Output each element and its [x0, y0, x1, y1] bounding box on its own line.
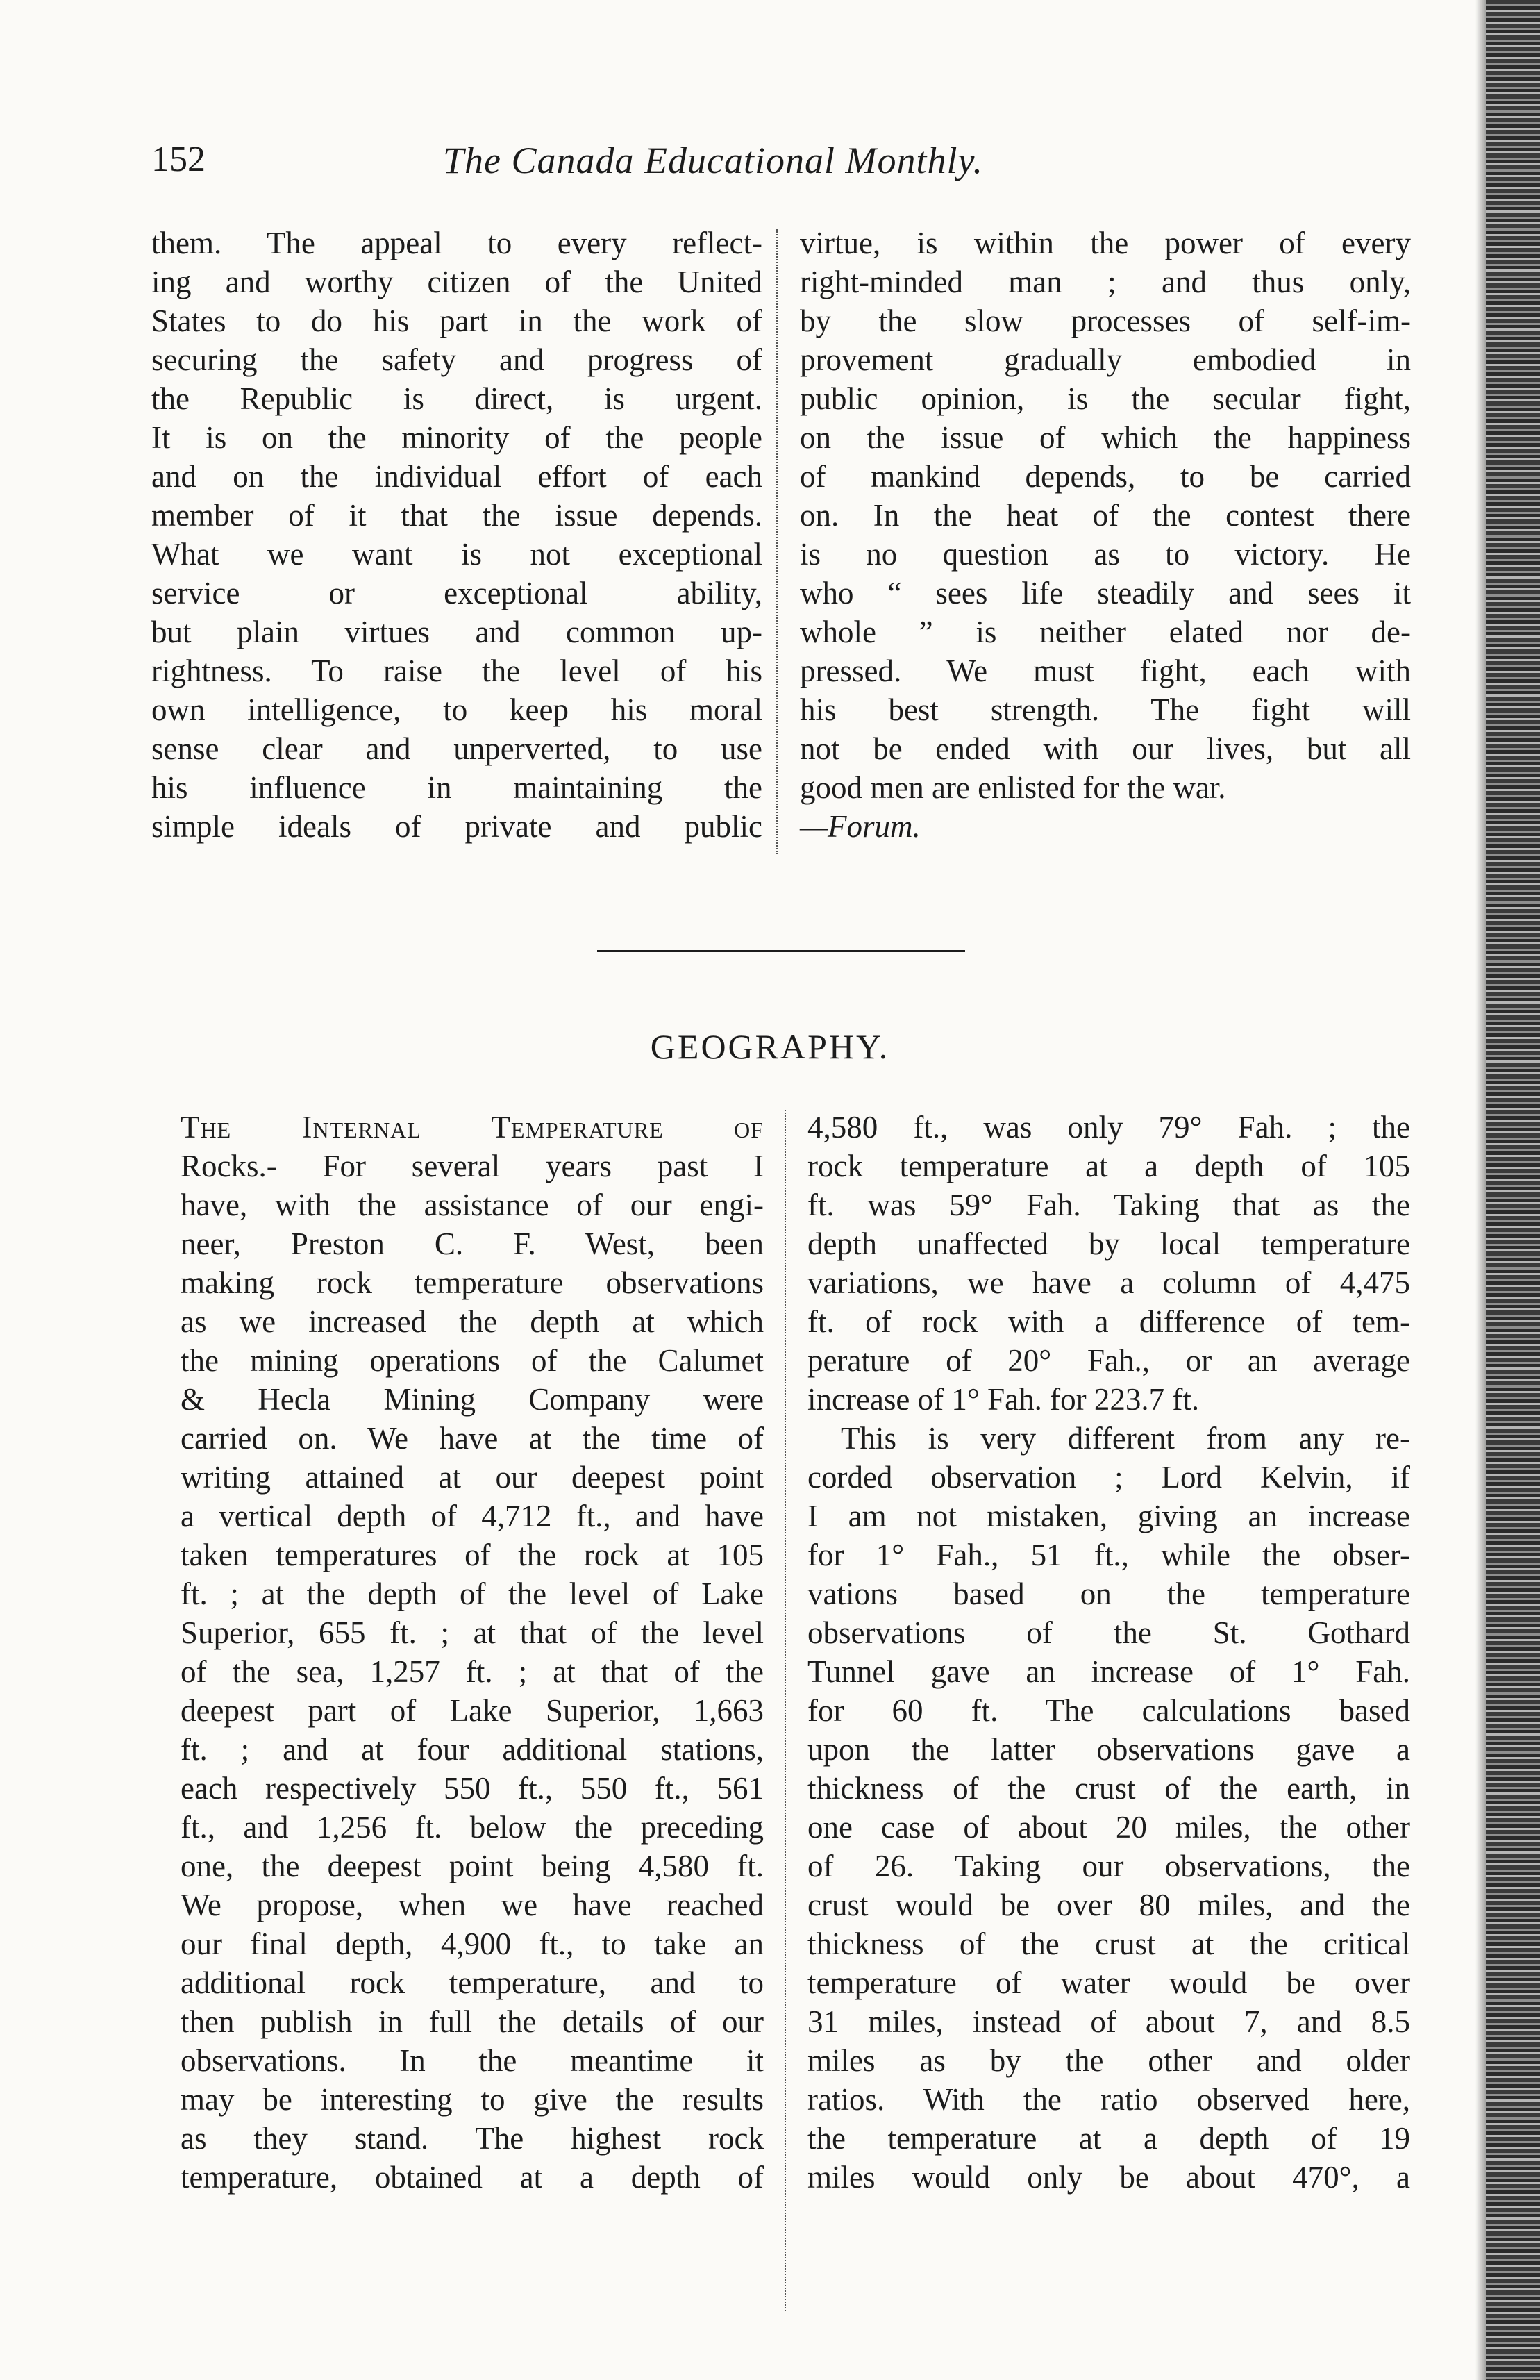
text-line: sense clear and unperverted, to use	[151, 731, 762, 766]
text-line: variations, we have a column of 4,475	[807, 1265, 1410, 1300]
text-line: upon the latter observations gave a	[807, 1732, 1410, 1767]
text-line: of 26. Taking our observations, the	[807, 1849, 1410, 1883]
column-rule	[776, 229, 778, 854]
text-line: public opinion, is the secular fight,	[800, 381, 1411, 416]
section-divider	[597, 950, 965, 952]
text-line: member of it that the issue depends.	[151, 498, 762, 533]
article-title-lead: The Internal Temperature of	[181, 1110, 764, 1145]
text-line: each respectively 550 ft., 550 ft., 561	[181, 1771, 764, 1806]
text-line: one case of about 20 miles, the other	[807, 1810, 1410, 1845]
text-line: may be interesting to give the results	[181, 2082, 764, 2117]
text-line: I am not mistaken, giving an increase	[807, 1499, 1410, 1533]
text-line: provement gradually embodied in	[800, 342, 1411, 377]
text-line: increase of 1° Fah. for 223.7 ft.	[807, 1382, 1200, 1417]
text-line: good men are enlisted for the war.	[800, 770, 1226, 805]
text-line: is no question as to victory. He	[800, 537, 1411, 572]
text-line: as we increased the depth at which	[181, 1304, 764, 1339]
text-line: virtue, is within the power of every	[800, 226, 1411, 260]
source-citation: —Forum.	[800, 809, 921, 844]
text-line: observations of the St. Gothard	[807, 1615, 1410, 1650]
continued-text-left-column	[151, 224, 762, 846]
text-line: not be ended with our lives, but all	[800, 731, 1411, 766]
text-line: miles would only be about 470°, a	[807, 2160, 1410, 2195]
text-line: miles as by the other and older	[807, 2043, 1410, 2078]
text-line: thickness of the crust at the critical	[807, 1927, 1410, 1961]
text-line: ft. was 59° Fah. Taking that as the	[807, 1188, 1410, 1222]
text-line: simple ideals of private and public	[151, 809, 762, 844]
article-left-column	[181, 1108, 764, 2197]
text-line: rock temperature at a depth of 105	[807, 1149, 1410, 1183]
text-line: who “ sees life steadily and sees it	[800, 576, 1411, 610]
text-line: ft. ; and at four additional stations,	[181, 1732, 764, 1767]
text-line: for 60 ft. The calculations based	[807, 1693, 1410, 1728]
page-header	[151, 139, 1415, 188]
text-line: What we want is not exceptional	[151, 537, 762, 572]
text-line: of the sea, 1,257 ft. ; at that of the	[181, 1654, 764, 1689]
text-line: This is very different from any re-	[841, 1421, 1410, 1456]
text-line: and on the individual effort of each	[151, 459, 762, 494]
continued-text-right-column	[800, 224, 1411, 846]
text-line: ft. of rock with a difference of tem-	[807, 1304, 1410, 1339]
text-line: carried on. We have at the time of	[181, 1421, 764, 1456]
text-line: neer, Preston C. F. West, been	[181, 1226, 764, 1261]
text-line: his influence in maintaining the	[151, 770, 762, 805]
text-line: vations based on the temperature	[807, 1576, 1410, 1611]
text-line: writing attained at our deepest point	[181, 1460, 764, 1495]
text-line: whole ” is neither elated nor de-	[800, 615, 1411, 649]
text-line: taken temperatures of the rock at 105	[181, 1538, 764, 1572]
text-line: on. In the heat of the contest there	[800, 498, 1411, 533]
text-line: temperature, obtained at a depth of	[181, 2160, 764, 2195]
article-right-column	[807, 1108, 1410, 2197]
running-title: The Canada Educational Monthly.	[443, 140, 983, 181]
text-line: & Hecla Mining Company were	[181, 1382, 764, 1417]
text-line: 4,580 ft., was only 79° Fah. ; the	[807, 1110, 1410, 1145]
text-line: temperature of water would be over	[807, 1965, 1410, 2000]
text-line: ratios. With the ratio observed here,	[807, 2082, 1410, 2117]
text-line: have, with the assistance of our engi-	[181, 1188, 764, 1222]
text-line: depth unaffected by local temperature	[807, 1226, 1410, 1261]
section-heading: GEOGRAPHY.	[650, 1027, 890, 1066]
page-number: 152	[151, 140, 206, 179]
text-line: the Republic is direct, is urgent.	[151, 381, 762, 416]
text-line: the temperature at a depth of 19	[807, 2121, 1410, 2156]
text-line: We propose, when we have reached	[181, 1888, 764, 1922]
text-line: crust would be over 80 miles, and the	[807, 1888, 1410, 1922]
text-line: deepest part of Lake Superior, 1,663	[181, 1693, 764, 1728]
text-line: It is on the minority of the people	[151, 420, 762, 455]
text-line: by the slow processes of self-im-	[800, 303, 1411, 338]
column-rule	[785, 1110, 786, 2311]
text-line: thickness of the crust of the earth, in	[807, 1771, 1410, 1806]
text-line: ft. ; at the depth of the level of Lake	[181, 1576, 764, 1611]
page-edge-scan-artifact	[1486, 0, 1540, 2380]
text-line: corded observation ; Lord Kelvin, if	[807, 1460, 1410, 1495]
text-line: of mankind depends, to be carried	[800, 459, 1411, 494]
text-line: then publish in full the details of our	[181, 2004, 764, 2039]
text-line: ing and worthy citizen of the United	[151, 265, 762, 299]
text-line: additional rock temperature, and to	[181, 1965, 764, 2000]
text-line: right-minded man ; and thus only,	[800, 265, 1411, 299]
text-line: his best strength. The fight will	[800, 692, 1411, 727]
text-line: rightness. To raise the level of his	[151, 654, 762, 688]
text-line: own intelligence, to keep his moral	[151, 692, 762, 727]
text-line: as they stand. The highest rock	[181, 2121, 764, 2156]
text-line: perature of 20° Fah., or an average	[807, 1343, 1410, 1378]
text-line: Rocks.- For several years past I	[181, 1149, 764, 1183]
text-line: the mining operations of the Calumet	[181, 1343, 764, 1378]
text-line: for 1° Fah., 51 ft., while the obser-	[807, 1538, 1410, 1572]
text-line: Tunnel gave an increase of 1° Fah.	[807, 1654, 1410, 1689]
text-line: securing the safety and progress of	[151, 342, 762, 377]
text-line: on the issue of which the happiness	[800, 420, 1411, 455]
text-line: one, the deepest point being 4,580 ft.	[181, 1849, 764, 1883]
binding-shadow	[1475, 0, 1486, 2380]
text-line: Superior, 655 ft. ; at that of the level	[181, 1615, 764, 1650]
text-line: making rock temperature observations	[181, 1265, 764, 1300]
text-line: observations. In the meantime it	[181, 2043, 764, 2078]
text-line: them. The appeal to every reflect-	[151, 226, 762, 260]
text-line: ft., and 1,256 ft. below the preceding	[181, 1810, 764, 1845]
text-line: pressed. We must fight, each with	[800, 654, 1411, 688]
text-line: service or exceptional ability,	[151, 576, 762, 610]
text-line: 31 miles, instead of about 7, and 8.5	[807, 2004, 1410, 2039]
text-line: States to do his part in the work of	[151, 303, 762, 338]
text-line: but plain virtues and common up-	[151, 615, 762, 649]
text-line: our final depth, 4,900 ft., to take an	[181, 1927, 764, 1961]
text-line: a vertical depth of 4,712 ft., and have	[181, 1499, 764, 1533]
